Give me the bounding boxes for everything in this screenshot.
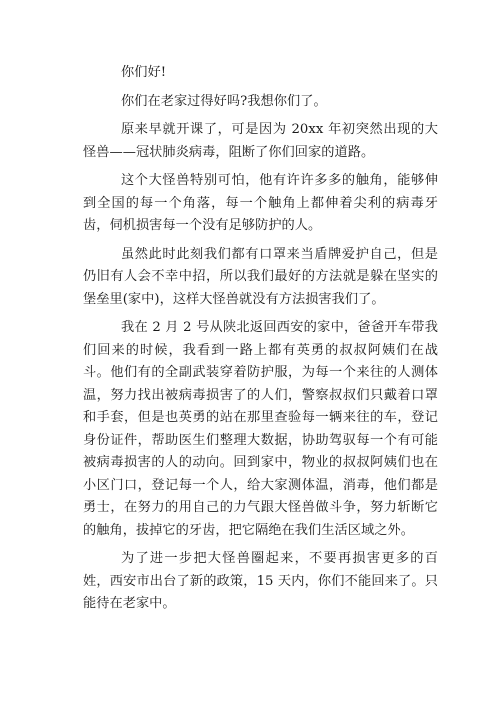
paragraph-4: 这个大怪兽特别可怕，他有许许多多的触角，能够伸到全国的每一个角落，每一个触角上都伸着尖利的病毒牙齿，伺机损害每一个没有足够防护的人。 (83, 173, 438, 233)
paragraph-7: 为了进一步把大怪兽圈起来，不要再损害更多的百姓，西安市出台了新的政策，15 天内，你们不能回来了。只能待在老家中。 (83, 551, 438, 611)
paragraph-6: 我在 2 月 2 号从陕北返回西安的家中，爸爸开车带我们回来的时候，我看到一路上都有英勇的叔叔阿姨们在战斗。他们有的全副武装穿着防护服，为每一个来往的人测体温，努力找出被病毒损害了的人们，警察叔叔们只戴着口罩和手套，但是也英勇的站在那里查验每一辆来往的车，登记身份证件，帮助医生们整理大数据，协助驾驭每一个有可能被病毒损害的人的动向。回到家中，物业的叔叔阿姨们也在小区门口，登记每一个人，给大家测体温，消毒，他们都是勇士，在努力的用自己的力气跟大怪兽做斗争，努力斩断它的触角，拔掉它的牙齿，把它隔绝在我们生活区域之外。 (83, 320, 438, 538)
paragraph-3: 原来早就开课了，可是因为 20xx 年初突然出现的大怪兽——冠状肺炎病毒，阻断了你们回家的道路。 (83, 122, 438, 160)
paragraph-greeting: 你们好! (121, 65, 167, 80)
letter-body (83, 62, 438, 622)
paragraph-5: 虽然此时此刻我们都有口罩来当盾牌爱护自己，但是仍旧有人会不幸中招，所以我们最好的方法就是躲在坚实的堡垒里(家中)，这样大怪兽就没有方法损害我们了。 (83, 246, 438, 307)
paragraph-2: 你们在老家过得好吗?我想你们了。 (121, 93, 327, 109)
